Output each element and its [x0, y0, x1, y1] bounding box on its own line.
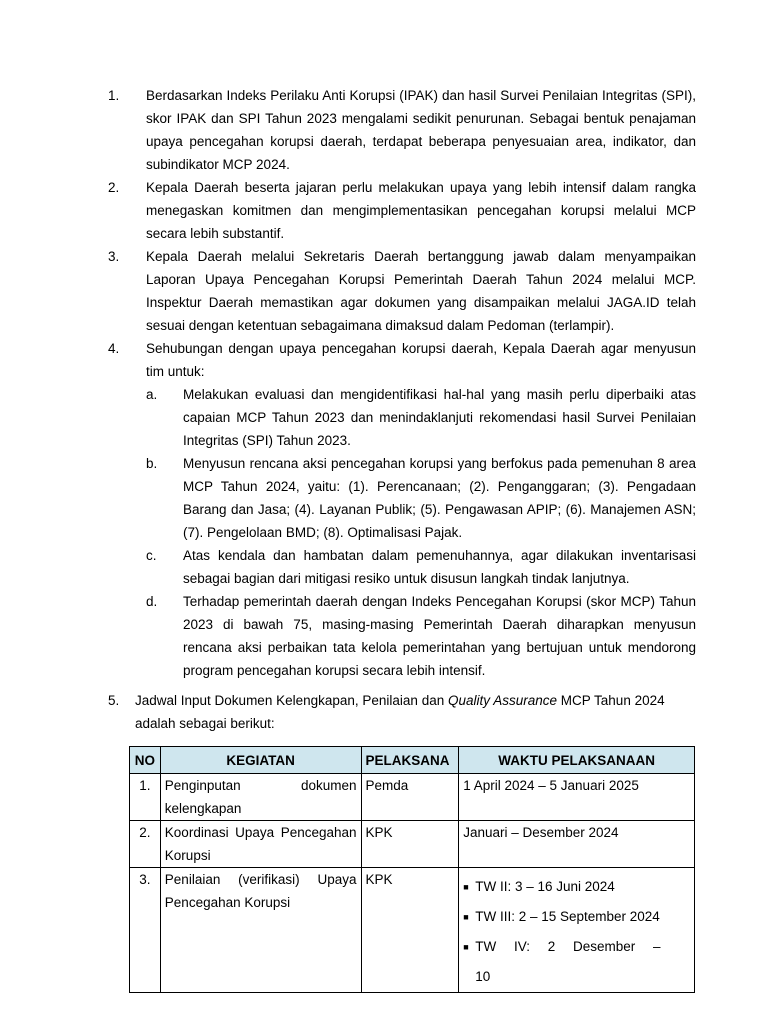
list-item-5 — [108, 689, 696, 735]
list-text: Berdasarkan Indeks Perilaku Anti Korupsi (IPAK) dan hasil Survei Penilaian Integritas (SPI), skor IPAK dan SPI Tahun 2023 mengalami sedikit penurunan. Sebagai bentuk penajaman upaya pencegahan korupsi daerah, terdapat beberapa penyesuaian area, indikator, dan subindikator MCP 2024. — [146, 88, 696, 172]
sub-list-text: Menyusun rencana aksi pencegahan korupsi yang berfokus pada pemenuhan 8 area MCP Tahun 2024, yaitu: (1). Perencanaan; (2). Penganggaran; (3). Pengadaan Barang dan Jasa; (4). Layanan Publik; (5). Pengawasan APIP; (6). Manajemen ASN; (7). Pengelolaan BMD; (8). Optimalisasi Pajak. — [183, 456, 696, 540]
waktu-list — [463, 872, 690, 992]
cell-kegiatan: Penginputan dokumen kelengkapan — [160, 774, 361, 821]
waktu-list-item: ■ TW IV: 2 Desember – 10 — [463, 932, 690, 992]
text-run: Jadwal Input Dokumen Kelengkapan, Penilaian dan — [135, 693, 448, 708]
square-bullet-icon: ■ — [463, 912, 469, 922]
list-item — [108, 84, 696, 176]
list-text — [135, 689, 696, 735]
list-text: Sehubungan dengan upaya pencegahan korupsi daerah, Kepala Daerah agar menyusun tim untuk: — [146, 341, 696, 379]
sub-list — [146, 383, 696, 682]
cell-pelaksana: KPK — [361, 868, 459, 993]
table-row — [130, 774, 695, 821]
list-number: 5. — [108, 693, 120, 708]
sub-list-letter: a. — [146, 387, 158, 402]
square-bullet-icon: ■ — [463, 942, 469, 952]
cell-waktu: 1 April 2024 – 5 Januari 2025 — [459, 774, 695, 821]
cell-no: 2. — [130, 821, 161, 868]
list-number: 1. — [108, 88, 120, 103]
table-row — [130, 868, 695, 993]
header-no: NO — [130, 747, 161, 774]
sub-list-letter: c. — [146, 548, 157, 563]
list-text: Kepala Daerah beserta jajaran perlu melakukan upaya yang lebih intensif dalam rangka menegaskan komitmen dan mengimplementasikan pencegahan korupsi melalui MCP secara lebih substantif. — [146, 180, 696, 241]
table-row — [130, 821, 695, 868]
cell-kegiatan: Penilaian (verifikasi) Upaya Pencegahan Korupsi — [160, 868, 361, 993]
square-bullet-icon: ■ — [463, 882, 469, 892]
list-item — [108, 337, 696, 682]
sub-list-text: Terhadap pemerintah daerah dengan Indeks Pencegahan Korupsi (skor MCP) Tahun 2023 di bawah 75, masing-masing Pemerintah Daerah diharapkan menyusun rencana aksi perbaikan tata kelola pemerintahan yang bertujuan untuk mendorong program pencegahan korupsi secara lebih intensif. — [183, 594, 696, 678]
list-text: Kepala Daerah melalui Sekretaris Daerah bertanggung jawab dalam menyampaikan Laporan Upaya Pencegahan Korupsi Pemerintah Daerah Tahun 2024 melalui MCP. Inspektur Daerah memastikan agar dokumen yang disampaikan melalui JAGA.ID telah sesuai dengan ketentuan sebagaimana dimaksud dalam Pedoman (terlampir). — [146, 249, 696, 333]
sub-list-item — [146, 383, 696, 452]
header-waktu: WAKTU PELAKSANAAN — [459, 747, 695, 774]
sub-list-item — [146, 544, 696, 590]
cell-pelaksana: Pemda — [361, 774, 459, 821]
list-item — [108, 245, 696, 337]
waktu-list-item: ■ TW II: 3 – 16 Juni 2024 — [463, 872, 690, 902]
cell-waktu — [459, 868, 695, 993]
table-header-row — [130, 747, 695, 774]
header-kegiatan: KEGIATAN — [160, 747, 361, 774]
cell-kegiatan: Koordinasi Upaya Pencegahan Korupsi — [160, 821, 361, 868]
cell-no: 1. — [130, 774, 161, 821]
italic-text: Quality Assurance — [447, 693, 558, 708]
list-number: 3. — [108, 249, 120, 264]
cell-waktu: Januari – Desember 2024 — [459, 821, 695, 868]
sub-list-item — [146, 590, 696, 682]
text-run: MCP Tahun 2024 adalah sebagai berikut: — [135, 693, 665, 731]
header-pelaksana: PELAKSANA — [361, 747, 459, 774]
list-item — [108, 176, 696, 245]
waktu-list-item: ■ TW III: 2 – 15 September 2024 — [463, 902, 690, 932]
sub-list-text: Melakukan evaluasi dan mengidentifikasi hal-hal yang masih perlu diperbaiki atas capaian MCP Tahun 2023 dan menindaklanjuti rekomendasi hasil Survei Penilaian Integritas (SPI) Tahun 2023. — [183, 387, 696, 448]
list-number: 2. — [108, 180, 120, 195]
cell-pelaksana: KPK — [361, 821, 459, 868]
sub-list-item — [146, 452, 696, 544]
cell-no: 3. — [130, 868, 161, 993]
sub-list-letter: b. — [146, 456, 158, 471]
sub-list-text: Atas kendala dan hambatan dalam pemenuhannya, agar dilakukan inventarisasi sebagai bagian dari mitigasi resiko untuk disusun langkah tindak lanjutnya. — [183, 548, 696, 586]
numbered-list — [108, 84, 696, 682]
schedule-table — [129, 746, 695, 993]
list-number: 4. — [108, 341, 120, 356]
sub-list-letter: d. — [146, 594, 158, 609]
